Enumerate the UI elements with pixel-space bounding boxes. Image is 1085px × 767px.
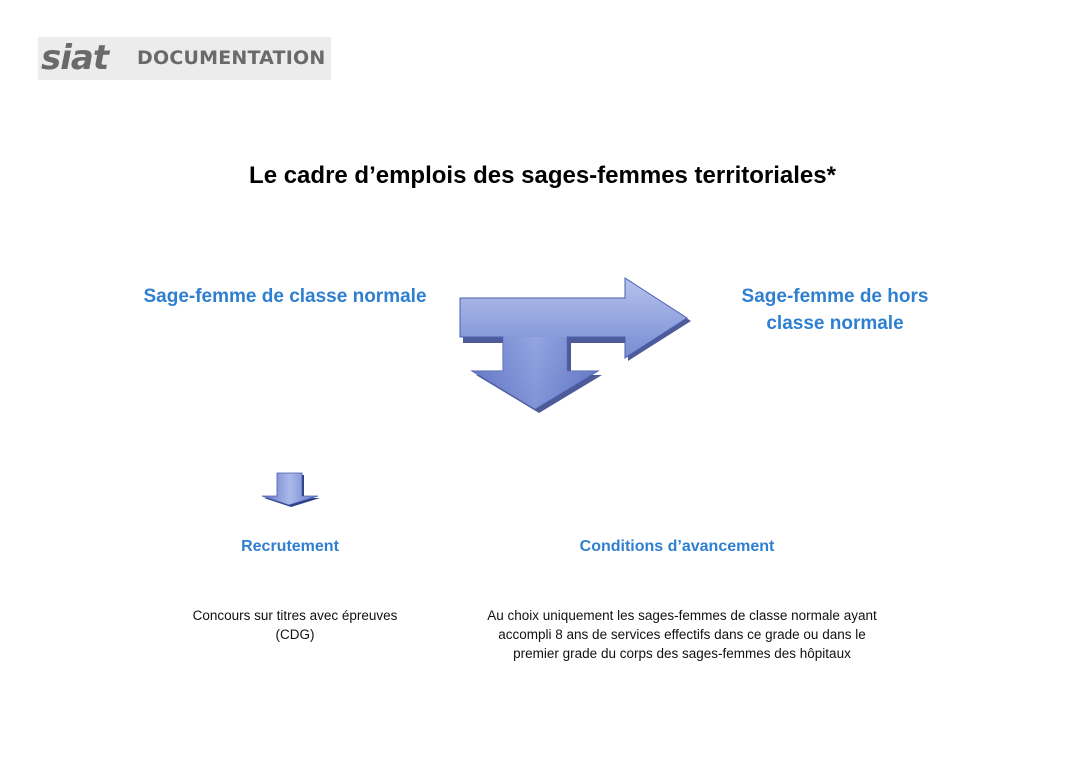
advancement-line-2: accompli 8 ans de services effectifs dans ce grade ou dans le bbox=[498, 627, 866, 642]
grade-hors-label bbox=[710, 283, 960, 337]
logo-mark: siat bbox=[41, 38, 109, 78]
page-title: Le cadre d’emplois des sages-femmes territoriales* bbox=[249, 162, 836, 189]
recruitment-line-2: (CDG) bbox=[275, 627, 315, 642]
advancement-text bbox=[470, 606, 894, 663]
grade-hors-line-1: Sage-femme de hors bbox=[741, 286, 929, 307]
recruitment-text bbox=[175, 606, 415, 644]
recruitment-line-1: Concours sur titres avec épreuves bbox=[192, 608, 398, 623]
advancement-heading: Conditions d’avancement bbox=[579, 538, 775, 555]
recruitment-heading: Recrutement bbox=[241, 538, 339, 555]
advancement-line-3: premier grade du corps des sages-femmes des hôpitaux bbox=[513, 646, 851, 661]
logo-wordmark: DOCUMENTATION bbox=[137, 47, 326, 69]
down-arrow-icon bbox=[260, 472, 322, 508]
siat-logo bbox=[38, 37, 331, 80]
advancement-line-1: Au choix uniquement les sages-femmes de classe normale ayant bbox=[487, 608, 877, 623]
grade-normal-label: Sage-femme de classe normale bbox=[143, 286, 427, 307]
grade-hors-line-2: classe normale bbox=[766, 313, 904, 334]
t-junction-arrow-icon bbox=[455, 275, 695, 415]
